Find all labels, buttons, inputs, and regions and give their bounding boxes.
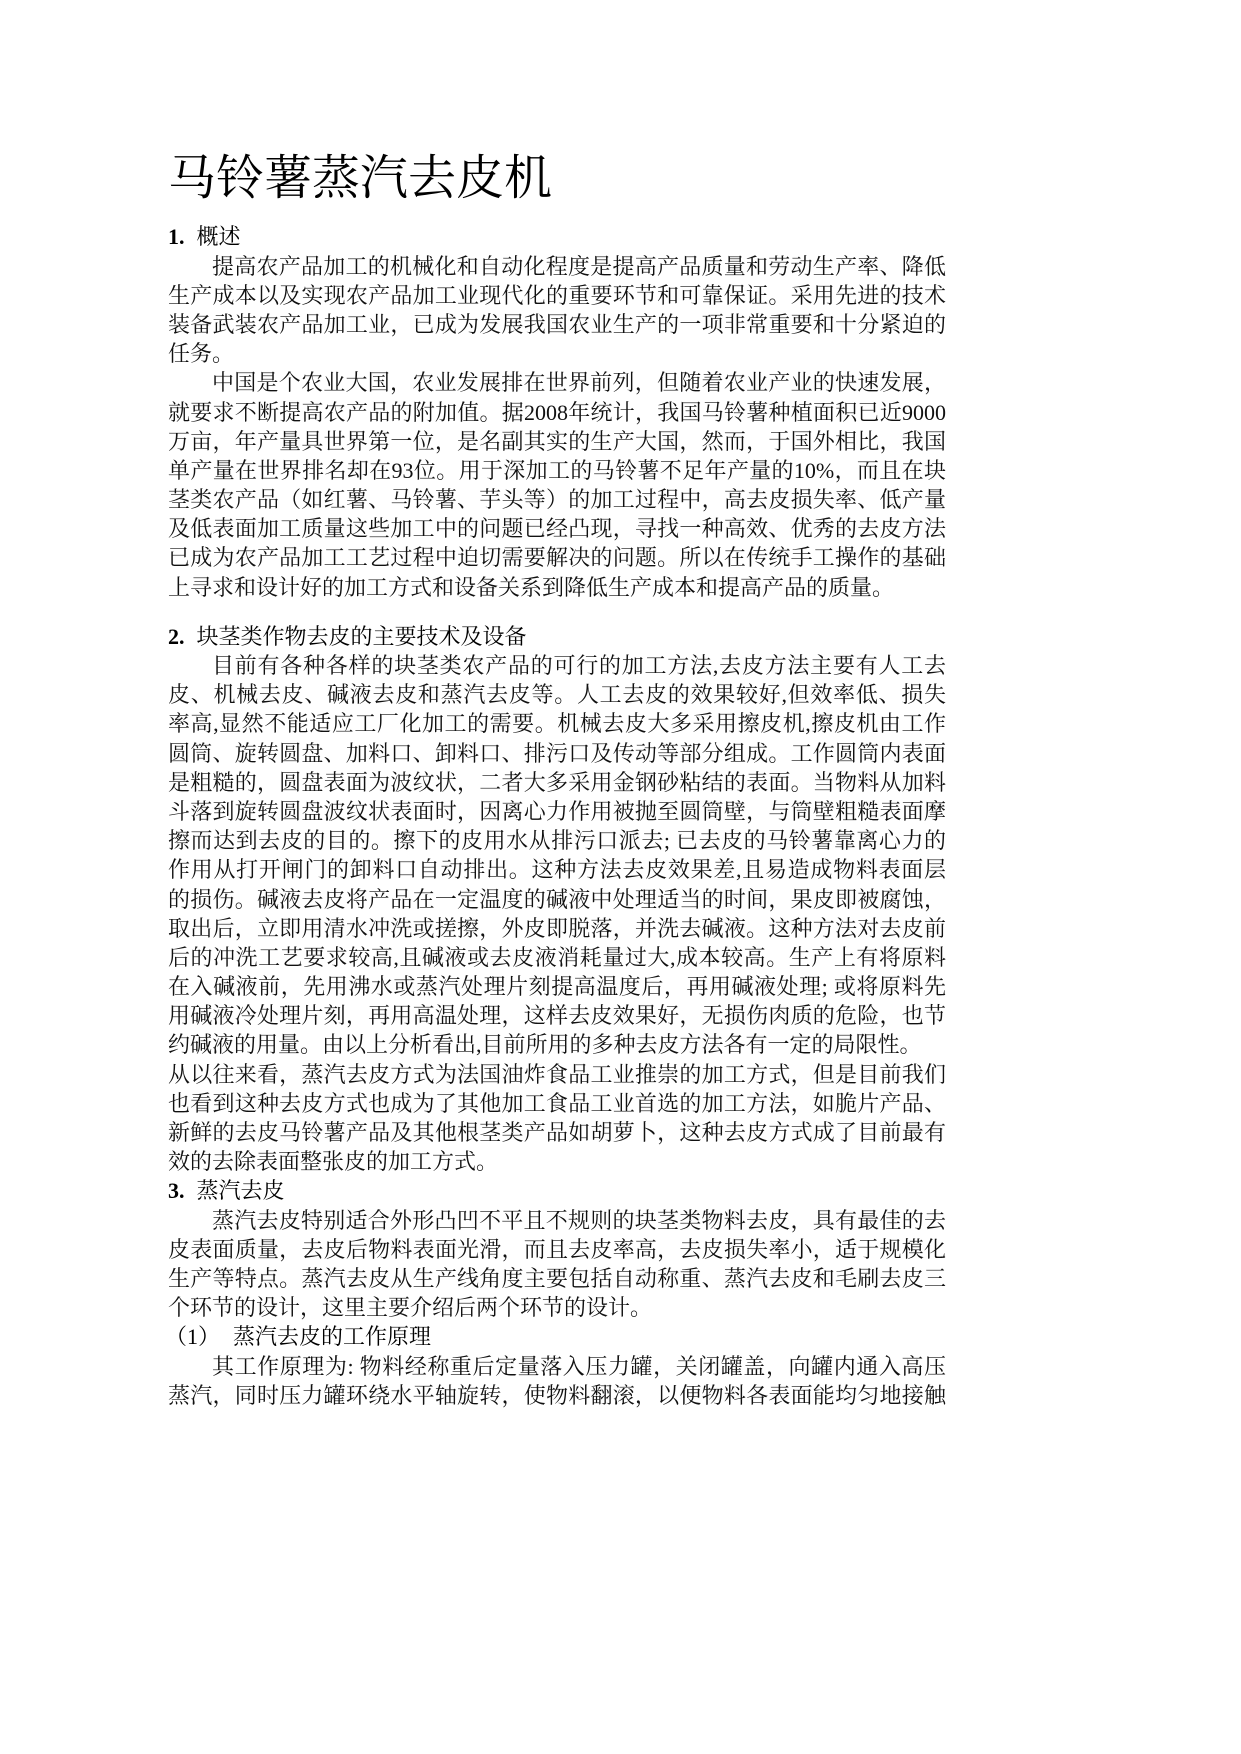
text-line: 的损伤。碱液去皮将产品在一定温度的碱液中处理适当的时间，果皮即被腐蚀， (168, 886, 946, 912)
document-body (165, 150, 946, 1410)
section-heading-text: 蒸汽去皮 (196, 1178, 285, 1204)
text-line: 后的冲洗工艺要求较高,且碱液或去皮液消耗量过大,成本较高。生产上有将原料 (168, 944, 946, 970)
subsection-heading-text: 蒸汽去皮的工作原理 (233, 1324, 432, 1350)
text-line: 任务。 (168, 341, 235, 367)
text-line: 已成为农产品加工工艺过程中迫切需要解决的问题。所以在传统手工操作的基础 (168, 545, 946, 571)
section-heading-overview (168, 222, 946, 251)
subsection-heading-working-principle (165, 1322, 946, 1351)
section-number: 3. (168, 1178, 185, 1204)
text-line: 单产量在世界排名却在93位。用于深加工的马铃薯不足年产量的10%，而且在块 (168, 457, 946, 483)
section-heading-text: 块茎类作物去皮的主要技术及设备 (196, 623, 527, 649)
text-line: 蒸汽去皮特别适合外形凸凹不平且不规则的块茎类物料去皮，具有最佳的去 (212, 1207, 946, 1233)
text-line: 其工作原理为: 物料经称重后定量落入压力罐，关闭罐盖，向罐内通入高压 (212, 1353, 946, 1379)
text-line: 蒸汽，同时压力罐环绕水平轴旋转，使物料翻滚，以便物料各表面能均匀地接触 (168, 1382, 946, 1408)
text-line: 擦而达到去皮的目的。擦下的皮用水从排污口派去; 已去皮的马铃薯靠离心力的 (168, 828, 946, 854)
text-line: 万亩，年产量具世界第一位，是名副其实的生产大国，然而，于国外相比，我国 (168, 428, 946, 454)
text-line: 也看到这种去皮方式也成为了其他加工食品工业首选的加工方法，如脆片产品、 (168, 1090, 946, 1116)
section-heading-steam-peeling (168, 1176, 946, 1205)
paragraph (168, 651, 946, 1060)
text-line: 约碱液的用量。由以上分析看出,目前所用的多种去皮方法各有一定的局限性。 (168, 1032, 922, 1058)
text-line: 取出后，立即用清水冲洗或搓擦，外皮即脱落，并洗去碱液。这种方法对去皮前 (168, 915, 946, 941)
text-line: 皮、机械去皮、碱液去皮和蒸汽去皮等。人工去皮的效果较好,但效率低、损失 (168, 682, 946, 708)
section-number: 1. (168, 224, 185, 250)
section-heading-peeling-technology (168, 622, 946, 651)
text-line: 皮表面质量，去皮后物料表面光滑，而且去皮率高，去皮损失率小，适于规模化 (168, 1236, 946, 1262)
section-number: 2. (168, 623, 185, 649)
text-line: 用碱液冷处理片刻，再用高温处理，这样去皮效果好，无损伤肉质的危险，也节 (168, 1003, 946, 1029)
section-heading-text: 概述 (196, 224, 241, 250)
subsection-number: （1） (165, 1324, 221, 1350)
text-line: 是粗糙的，圆盘表面为波纹状，二者大多采用金钢砂粘结的表面。当物料从加料 (168, 769, 946, 795)
paragraph (168, 252, 946, 369)
text-line: 率高,显然不能适应工厂化加工的需要。机械去皮大多采用擦皮机,擦皮机由工作 (168, 711, 946, 737)
text-line: 装备武装农产品加工业，已成为发展我国农业生产的一项非常重要和十分紧迫的 (168, 311, 946, 337)
text-line: 茎类农产品（如红薯、马铃薯、芋头等）的加工过程中，高去皮损失率、低产量 (168, 487, 946, 513)
text-line: 就要求不断提高农产品的附加值。据2008年统计，我国马铃薯种植面积已近9000 (168, 399, 946, 425)
text-line: 生产等特点。蒸汽去皮从生产线角度主要包括自动称重、蒸汽去皮和毛刷去皮三 (168, 1265, 946, 1291)
text-line: 提高农产品加工的机械化和自动化程度是提高产品质量和劳动生产率、降低 (212, 253, 946, 279)
text-line: 目前有各种各样的块茎类农产品的可行的加工方法,去皮方法主要有人工去 (212, 653, 946, 679)
text-line: 及低表面加工质量这些加工中的问题已经凸现，寻找一种高效、优秀的去皮方法 (168, 516, 946, 542)
text-line: 个环节的设计，这里主要介绍后两个环节的设计。 (168, 1295, 653, 1321)
document-title: 马铃薯蒸汽去皮机 (168, 152, 553, 205)
paragraph (168, 1206, 946, 1323)
text-line: 中国是个农业大国，农业发展排在世界前列，但随着农业产业的快速发展， (212, 370, 946, 396)
text-line: 斗落到旋转圆盘波纹状表面时，因离心力作用被抛至圆筒壁，与筒壁粗糙表面摩 (168, 798, 946, 824)
text-line: 新鲜的去皮马铃薯产品及其他根茎类产品如胡萝卜，这种去皮方式成了目前最有 (168, 1120, 946, 1146)
paragraph (168, 368, 946, 602)
paragraph (168, 1352, 946, 1410)
text-line: 上寻求和设计好的加工方式和设备关系到降低生产成本和提高产品的质量。 (168, 574, 895, 600)
text-line: 圆筒、旋转圆盘、加料口、卸料口、排污口及传动等部分组成。工作圆筒内表面 (168, 740, 946, 766)
text-line: 作用从打开闸门的卸料口自动排出。这种方法去皮效果差,且易造成物料表面层 (168, 857, 946, 883)
text-line: 在入碱液前，先用沸水或蒸汽处理片刻提高温度后，再用碱液处理; 或将原料先 (168, 974, 946, 1000)
text-line: 生产成本以及实现农产品加工业现代化的重要环节和可靠保证。采用先进的技术 (168, 282, 946, 308)
text-line: 效的去除表面整张皮的加工方式。 (168, 1149, 499, 1175)
paragraph (168, 1060, 946, 1177)
text-line: 从以往来看，蒸汽去皮方式为法国油炸食品工业推崇的加工方式，但是目前我们 (168, 1061, 946, 1087)
